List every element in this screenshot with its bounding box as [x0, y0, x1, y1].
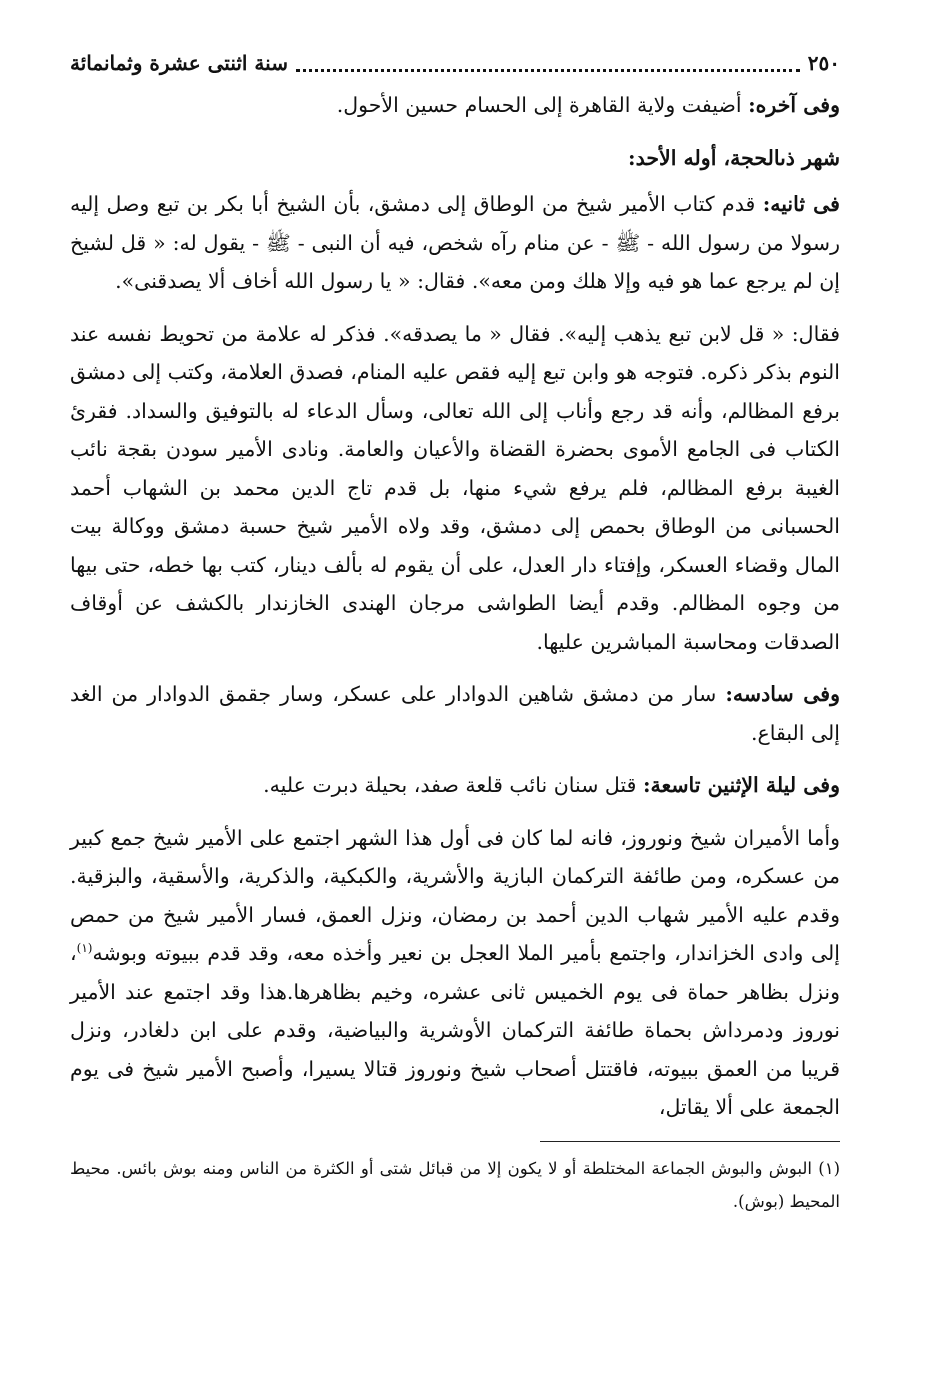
paragraph-lead: وفى آخره: — [748, 93, 840, 117]
page-header — [70, 40, 840, 86]
paragraph — [70, 185, 840, 301]
paragraph-text: سار من دمشق شاهين الدوادار على عسكر، وسار جقمق الدوادار من الغد إلى البقاع. — [70, 682, 840, 745]
main-text — [70, 86, 840, 1127]
section-heading — [70, 139, 840, 178]
paragraph-text: فقال: « قل لابن تبع يذهب إليه». فقال « ما يصدقه». فذكر له علامة من تحويط نفسه عند النوم بذكر ذكره. فتوجه هو وابن تبع إليه فقص عليه المنام، فصدق العلامة، وكتب إلى دمشق برفع المظالم، وأنه قد رجع وأناب إلى الله تعالى، وسأل الدعاء له بالتوفيق والسداد. فقرئ الكتاب فى الجامع الأموى بحضرة القضاة والأعيان والعامة. ونادى الأمير سودن بقجة نائب الغيبة برفع المظالم، فلم يرفع شيء منها، بل قدم تاج الدين محمد بن الشهاب أحمد الحسبانى من الوطاق بحمص إلى دمشق، وقد ولاه الأمير شيخ حسبة دمشق ووكالة بيت المال وقضاء العسكر، وإفتاء دار العدل، على أن يقوم له بألف دينار، كتب بها خطه، حتى بيها من وجوه المظالم. وقدم أيضا الطواشى مرجان الهندى الخازندار بالكشف عن أوقاف الصدقات ومحاسبة المباشرين عليها. — [70, 321, 840, 654]
running-title: سنة اثنتى عشرة وثمانمائة — [70, 51, 288, 75]
paragraph-text: وأما الأميران شيخ ونوروز، فانه لما كان فى أول هذا الشهر اجتمع على الأمير شيخ جمع كبير من عسكره، ومن طائفة التركمان البازية والأشرية، والكبكية، والذكرية، والأسقية، والبزقية. وقدم عليه الأمير شهاب الدين أحمد بن رمضان، ونزل العمق، فسار الأمير شيخ من حمص إلى وادى الخزاندار، واجتمع بأمير الملا العجل بن نعير وأخذه معه، وقد قدم ببيوته وبوشه — [70, 825, 840, 965]
paragraph — [70, 675, 840, 752]
paragraph-text: ، ونزل بظاهر حماة فى يوم الخميس ثانى عشره، وخيم بظاهرها.هذا وقد اجتمع عند الأمير نوروز ودمرداش بحماة طائفة التركمان الأوشرية والبياضية، وقدم على ابن دلغادر، ونزل قريبا من العمق ببيوته، فاقتتل أصحاب شيخ ونوروز قتالا يسيرا، وأصبح الأمير شيخ فى يوم الجمعة على ألا يقاتل، — [70, 941, 840, 1119]
book-page — [70, 40, 840, 1350]
page-number: ٢٥٠ — [807, 51, 840, 75]
header-dot-leader — [296, 55, 800, 72]
footnote-reference[interactable]: (١) — [76, 941, 93, 956]
paragraph-lead: شهر ذىالحجة، أوله الأحد: — [628, 145, 840, 170]
paragraph — [70, 315, 840, 662]
paragraph-text: قتل سنان نائب قلعة صفد، بحيلة دبرت عليه. — [263, 773, 643, 797]
footnote-separator — [540, 1141, 840, 1142]
footnote — [70, 1152, 840, 1218]
footnote-text: (١) البوش والبوش الجماعة المختلطة أو لا يكون إلا من قبائل شتى أو الكثرة من الناس ومنه بوش بائس. محيط المحيط (بوش). — [70, 1158, 840, 1211]
paragraph — [70, 86, 840, 125]
paragraph-text: أضيفت ولاية القاهرة إلى الحسام حسين الأحول. — [336, 93, 749, 117]
paragraph — [70, 819, 840, 1127]
paragraph-lead: وفى سادسه: — [725, 682, 840, 706]
paragraph-lead: وفى ليلة الإثنين تاسعة: — [642, 773, 840, 797]
paragraph-text: قدم كتاب الأمير شيخ من الوطاق إلى دمشق، بأن الشيخ أبا بكر بن تبع وصل إليه رسولا من رسول الله - ﷺ - عن منام رآه شخص، فيه أن النبى - ﷺ - يقول له: « قل لشيخ إن لم يرجع عما هو فيه وإلا هلك ومن معه». فقال: « يا رسول الله أخاف ألا يصدقنى». — [70, 192, 840, 293]
paragraph — [70, 766, 840, 805]
paragraph-lead: فى ثانيه: — [762, 192, 840, 216]
